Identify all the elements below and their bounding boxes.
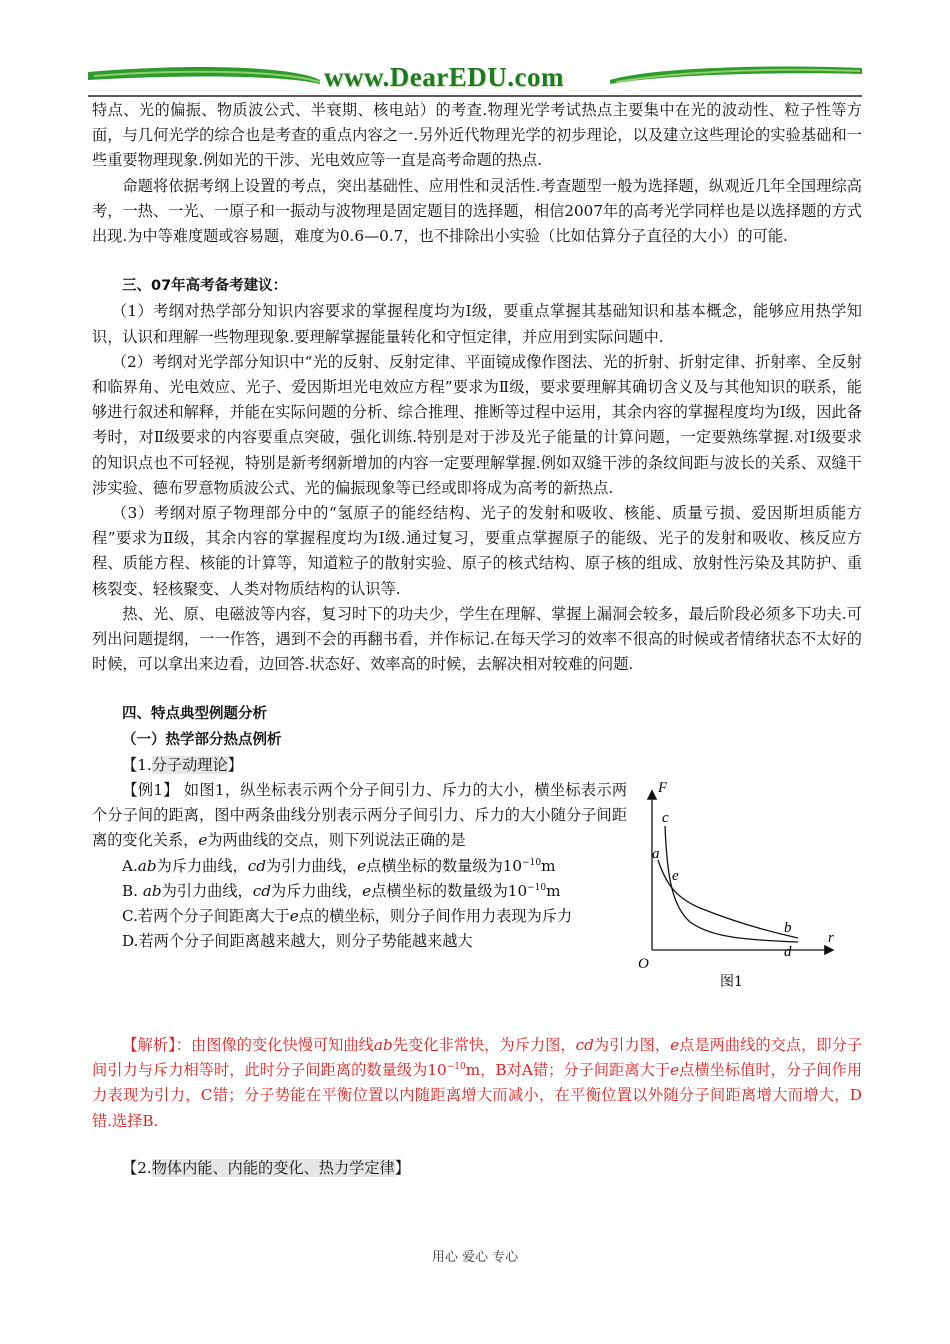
site-logo[interactable]: www.DearEDU.com xyxy=(324,62,564,92)
page-footer: 用心 爱心 专心 xyxy=(431,1250,519,1265)
x-axis-label: r xyxy=(828,930,834,947)
curve-label-b: b xyxy=(784,920,792,937)
topic-tag-2: 【2.物体内能、内能的变化、热力学定律】 xyxy=(122,1158,410,1177)
topic-tag-1-highlight: 分子动理论 xyxy=(151,755,228,774)
site-header xyxy=(88,58,862,98)
figure-1 xyxy=(632,778,862,1008)
intro-paragraph-1: 特点、光的偏振、物质波公式、半衰期、核电站）的考查.物理光学考试热点主要集中在光的波动性、粒子性等方面，与几何光学的综合也是考查的重点内容之一.另外近代物理光学的初步理论，以及建立这些理论的实验基础和一些重要物理现象.例如光的干涉、光电效应等一直是高考命题的热点. xyxy=(92,101,862,170)
option-a: A.ab为斥力曲线，cd为引力曲线，e点横坐标的数量级为$10^{-10}m$ xyxy=(122,856,556,875)
intersection-label-e: e xyxy=(672,868,679,885)
curve-cd xyxy=(665,826,798,942)
example-1 xyxy=(92,778,862,1008)
analysis-label: 【解析】 xyxy=(122,1036,176,1055)
force-distance-graph xyxy=(632,778,862,1008)
curve-label-a: a xyxy=(652,846,660,863)
section-3-item-1: （1）考纲对热学部分知识内容要求的掌握程度均为Ⅰ级，要重点掌握其基础知识和基本概念，能够应用热学知识，认识和理解一些物理现象.要理解掌握能量转化和守恒定律，并应用到实际问题中. xyxy=(92,302,862,346)
example-label: 【例1】 xyxy=(122,781,179,800)
section-3-item-3: （3）考纲对原子物理部分中的“氢原子的能经结构、光子的发射和吸收、核能、质量亏损、爱因斯坦质能方程”要求为Ⅱ级，其余内容的掌握程度均为Ⅰ级.通过复习，要重点掌握原子的能级、光子的发射和吸收、核反应方程、质能方程、核能的计算等，知道粒子的散射实验、原子的核式结构、原子核的组成、放射性污染及其防护、重核裂变、轻核聚变、人类对物质结构的认识等. xyxy=(92,504,862,598)
example-1-text xyxy=(92,778,627,954)
curve-ab xyxy=(658,860,798,938)
section-3-item-2: （2）考纲对光学部分知识中“光的反射、反射定律、平面镜成像作图法、光的折射、折射定律、折射率、全反射和临界角、光电效应、光子、爱因斯坦光电效应方程”要求为Ⅱ级，要求要理解其确切含义及与其他知识的联系，能够进行叙述和解释，并能在实际问题的分析、综合推理、推断等过程中运用，其余内容的掌握程度均为Ⅰ级，因此备考时，对Ⅱ级要求的内容要重点突破，强化训练.特别是对于涉及光子能量的计算问题，一定要熟练掌握.对Ⅰ级要求的知识点也不可轻视，特别是新考纲新增加的内容一定要理解掌握.例如双缝干涉的条纹间距与波长的关系、双缝干涉实验、德布罗意物质波公式、光的偏振现象等已经或即将成为高考的新热点. xyxy=(92,352,862,497)
section-3-heading: 三、07年高考备考建议： xyxy=(122,278,288,295)
option-c: C.若两个分子间距离大于e点的横坐标，则分子间作用力表现为斥力 xyxy=(122,907,573,926)
option-d: D.若两个分子间距离越来越大，则分子势能越来越大 xyxy=(122,932,473,951)
section-4-subheading: （一）热学部分热点例析 xyxy=(122,731,282,748)
topic-tag-1: 【1.分子动理论】 xyxy=(122,755,243,774)
curve-label-c: c xyxy=(662,810,669,827)
origin-label: O xyxy=(638,956,649,973)
analysis-paragraph: 【解析】：由图像的变化快慢可知曲线ab先变化非常快，为斥力图，cd为引力图，e点是两曲线的交点，即分子间引力与斥力相等时，此时分子间距离的数量级为$10^{-10}m$，B对A错；分子间距离大于e点横坐标值时，分子间作用力表现为引力，C错；分子势能在平衡位置以内随距离增大而减小，在平衡位置以外随分子间距离增大而增大，D错.选择B. xyxy=(92,1036,863,1130)
section-4-heading: 四、特点典型例题分析 xyxy=(122,706,267,723)
topic-tag-2-highlight: 物体内能、内能的变化、热力学定律 xyxy=(151,1158,395,1177)
section-3-item-4: 热、光、原、电磁波等内容，复习时下的功夫少，学生在理解、掌握上漏洞会较多，最后阶段必须多下功夫.可列出问题提纲，一一作答，遇到不会的再翻书看，并作标记.在每天学习的效率不很高的时候或者情绪状态不太好的时候，可以拿出来边看，边回答.状态好、效率高的时候，去解决相对较难的问题. xyxy=(92,604,862,674)
intro-paragraph-2: 命题将依据考纲上设置的考点，突出基础性、应用性和灵活性.考查题型一般为选择题，纵观近几年全国理综高考，一热、一光、一原子和一振动与波物理是固定题目的选择题，相信2007年的高考光学同样也是以选择题的方式出现.为中等难度题或容易题，难度为0.6—0.7，也不排除出小实验（比如估算分子直径的大小）的可能. xyxy=(92,176,862,246)
example-1-stem: 【例1】 如图1，纵坐标表示两个分子间引力、斥力的大小，横坐标表示两个分子间的距离，图中两条曲线分别表示两分子间引力、斥力的大小随分子间距离的变化关系，e为两曲线的交点，则下列说法正确的是 xyxy=(92,781,628,850)
figure-caption: 图1 xyxy=(720,974,743,991)
y-axis-label: F xyxy=(658,780,668,797)
document-body xyxy=(92,98,862,1181)
option-b: B. ab为引力曲线，cd为斥力曲线，e点横坐标的数量级为$10^{-10}m$ xyxy=(122,881,561,900)
curve-label-d: d xyxy=(784,944,792,961)
